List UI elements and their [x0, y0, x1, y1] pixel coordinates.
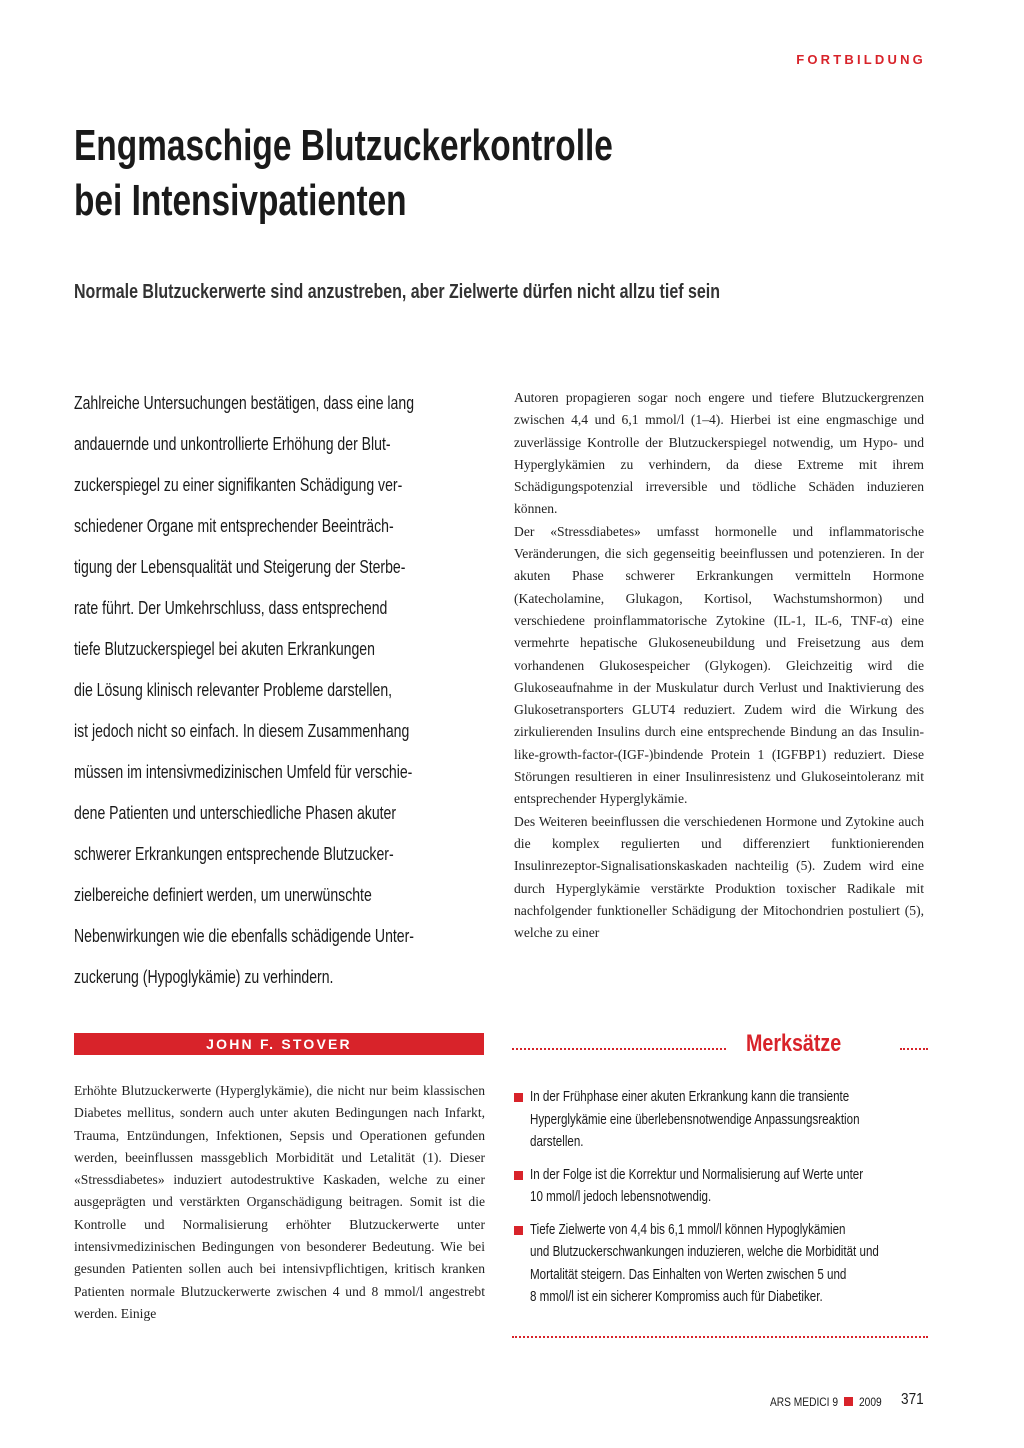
merksaetze-line: Hyperglykämie eine überlebensnotwendige Anpassungsreaktion: [530, 1111, 860, 1128]
merksaetze-item: [512, 1219, 932, 1309]
page-footer: [758, 1389, 928, 1409]
merksaetze-line: darstellen.: [530, 1134, 584, 1150]
lead-line: andauernde und unkontrollierte Erhöhung der Blut-: [74, 433, 391, 454]
dotted-divider: [900, 1048, 928, 1050]
square-bullet-icon: [514, 1171, 523, 1180]
merksaetze-list: [512, 1086, 932, 1319]
body-paragraph: Des Weiteren beeinflussen die verschiedenen Hormone und Zytokine auch die komplex regulierten und differenziert funktionierenden Insulinrezeptor-Signalisationskaskaden nachteilig (5). Zudem wird eine durch Hyperglykämie verstärkte Produktion toxischer Radikale mit nachfolgender funktioneller Schädigung der Mitochondrien postuliert (5), welche zu einer: [514, 813, 924, 941]
article-title: [74, 118, 613, 228]
title-line: bei Intensivpatienten: [74, 176, 407, 225]
lead-line: zuckerspiegel zu einer signifikanten Schädigung ver-: [74, 474, 403, 495]
body-paragraph: Der «Stressdiabetes» umfasst hormonelle und inflammatorische Veränderungen, die sich gegenseitig beeinflussen und potenzieren. In der akuten Phase schwerer Erkrankungen vermitteln Hormone (Katecholamine, Glukagon, Kortisol, Wachstumshormon) und verschiedene proinflammatorische Zytokine (IL-1, IL-6, TNF-α) eine vermehrte hepatische Glukoseneubildung und Freisetzung aus dem vorhandenen Glukosespeicher (Glykogen). Gleichzeitig wird die Glukoseaufnahme in der Muskulatur durch Verlust und Inaktivierung des Glukosetransporters GLUT4 reduziert. Zudem wird die Wirkung des zirkulierenden Insulins durch eine entsprechende Bindung an das Insulin-like-growth-factor-(IGF-)bindende Protein 1 (IGFBP1) reduziert. Diese Störungen resultieren in einer Insulinresistenz und Glukoseintoleranz mit entsprechender Hyperglykämie.: [514, 523, 924, 807]
merksaetze-line: Tiefe Zielwerte von 4,4 bis 6,1 mmol/l können Hypoglykämien: [530, 1221, 846, 1238]
body-paragraph: Autoren propagieren sogar noch engere und tiefere Blutzuckergrenzen zwischen 4,4 und 6,1 mmol/l (1–4). Hierbei ist eine engmaschige und zuverlässige Kontrolle der Blutzuckerspiegel notwendig, um Hypo- und Hyperglykämien zu verhindern, da diese Extreme mit ihrem Schädigungspotenzial irreversible und tödliche Schäden induzieren können.: [514, 390, 924, 517]
square-bullet-icon: [514, 1093, 523, 1102]
title-line: Engmaschige Blutzuckerkontrolle: [74, 121, 613, 170]
lead-line: schwerer Erkrankungen entsprechende Blutzucker-: [74, 843, 394, 864]
merksaetze-line: In der Frühphase einer akuten Erkrankung kann die transiente: [530, 1089, 850, 1105]
merksaetze-title: Merksätze: [746, 1030, 842, 1057]
square-bullet-icon: [514, 1226, 523, 1235]
lead-line: Zahlreiche Untersuchungen bestätigen, dass eine lang: [74, 392, 415, 413]
lead-paragraph: [74, 382, 494, 997]
merksaetze-line: 10 mmol/l jedoch lebensnotwendig.: [530, 1189, 712, 1205]
lead-line: tiefe Blutzuckerspiegel bei akuten Erkrankungen: [74, 638, 375, 659]
lead-line: zielbereiche definiert werden, um unerwünschte: [74, 884, 372, 905]
issue-year: 2009: [858, 1395, 882, 1409]
merksaetze-line: Mortalität steigern. Das Einhalten von Werten zwischen 5 und: [530, 1266, 847, 1283]
page-number: 371: [901, 1391, 924, 1408]
lead-line: dene Patienten und unterschiedliche Phasen akuter: [74, 802, 397, 823]
merksaetze-item-text: [530, 1164, 914, 1209]
dotted-divider: [512, 1336, 928, 1338]
merksaetze-item: [512, 1164, 932, 1209]
journal-name: ARS MEDICI 9: [769, 1395, 838, 1409]
author-name: JOHN F. STOVER: [206, 1036, 352, 1052]
section-label: FORTBILDUNG: [796, 52, 926, 67]
merksaetze-line: 8 mmol/l ist ein sicherer Kompromiss auch für Diabetiker.: [530, 1289, 823, 1305]
merksaetze-item: [512, 1086, 932, 1154]
merksaetze-line: und Blutzuckerschwankungen induzieren, welche die Morbidität und: [530, 1244, 879, 1260]
lead-line: zuckerung (Hypoglykämie) zu verhindern.: [74, 966, 334, 987]
lead-line: rate führt. Der Umkehrschluss, dass entsprechend: [74, 597, 388, 618]
lead-line: schiedener Organe mit entsprechender Beeinträch-: [74, 515, 394, 536]
merksaetze-line: In der Folge ist die Korrektur und Normalisierung auf Werte unter: [530, 1166, 864, 1183]
body-paragraph: Erhöhte Blutzuckerwerte (Hyperglykämie), die nicht nur beim klassischen Diabetes mellitus, sondern auch unter akuten Bedingungen nach Infarkt, Trauma, Entzündungen, Infektionen, Sepsis und Operationen gefunden werden, beeinflussen massgeblich Morbidität und Letalität (1). Dieser «Stressdiabetes» induziert autodestruktive Kaskaden, welche zu einer ausgeprägten und verstärkten Organschädigung beitragen. Somit ist die Kontrolle und Normalisierung erhöhter Blutzuckerwerte unter intensivmedizinischen Bedingungen von besonderer Bedeutung. Wie bei gesunden Patienten sollen auch bei intensivpflichtigen, kritisch kranken Patienten normale Blutzuckerwerte zwischen 4 und 8 mmol/l angestrebt werden. Einige: [74, 1083, 485, 1321]
merksaetze-item-text: [530, 1219, 914, 1309]
square-separator-icon: [844, 1397, 853, 1406]
lead-line: tigung der Lebensqualität und Steigerung der Sterbe-: [74, 556, 406, 577]
lead-line: müssen im intensivmedizinischen Umfeld für verschie-: [74, 761, 413, 782]
lead-line: Nebenwirkungen wie die ebenfalls schädigende Unter-: [74, 925, 415, 946]
dotted-divider: [512, 1048, 726, 1050]
author-bar: [74, 1033, 484, 1055]
article-subtitle: Normale Blutzuckerwerte sind anzustreben, aber Zielwerte dürfen nicht allzu tief sein: [74, 280, 720, 303]
lead-line: ist jedoch nicht so einfach. In diesem Zusammenhang: [74, 720, 410, 741]
merksaetze-header: [512, 1031, 928, 1061]
merksaetze-item-text: [530, 1086, 914, 1154]
body-column-right: [514, 387, 924, 944]
body-column-left: [74, 1080, 485, 1325]
lead-line: die Lösung klinisch relevanter Probleme darstellen,: [74, 679, 393, 700]
